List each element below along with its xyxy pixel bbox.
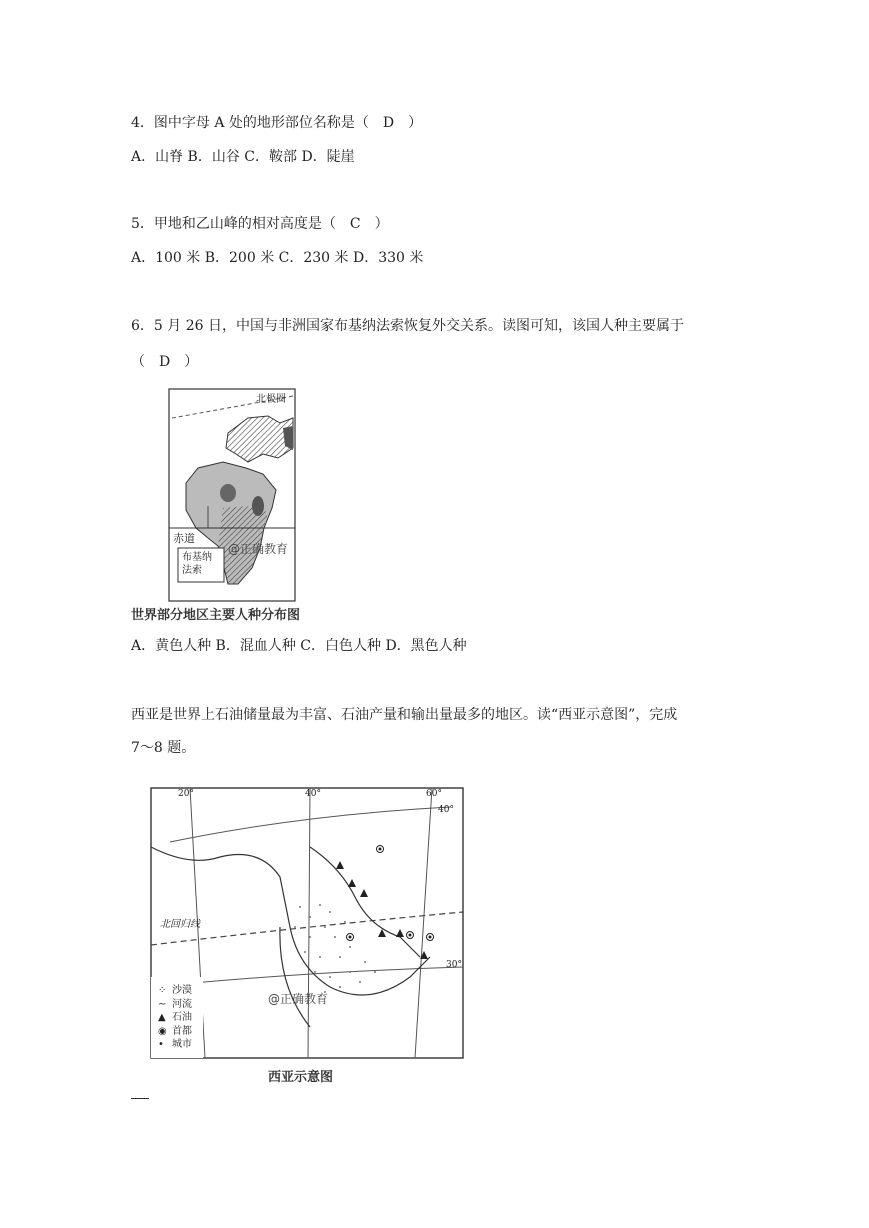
city-icon: •: [158, 1039, 164, 1050]
desert-icon: ⁘: [158, 985, 167, 996]
legend-desert: ⁘ 沙漠: [158, 985, 192, 996]
race-distribution-map: [168, 388, 296, 602]
q6-question-line1: 6．5 月 26 日，中国与非洲国家布基纳法索恢复外交关系。读图可知，该国人种主要属于: [131, 318, 684, 334]
arctic-circle-label: 北极圈: [256, 394, 286, 405]
tropic-of-cancer-label: 北回归线: [160, 919, 200, 930]
footer-dash: [131, 1098, 149, 1099]
river-icon: ∼: [158, 998, 167, 1010]
capital-icon: ◉: [158, 1025, 167, 1037]
equator-label: 赤道: [173, 532, 195, 545]
q5-options: A．100 米 B．200 米 C．230 米 D．330 米: [131, 250, 424, 266]
lat-label-30: 30°: [446, 960, 462, 970]
legend-city: • 城市: [158, 1039, 192, 1050]
q5-question: 5．甲地和乙山峰的相对高度是（ C ）: [131, 216, 389, 232]
map-legend: [158, 984, 192, 1052]
legend-river: ∼ 河流: [158, 998, 192, 1010]
lon-label-40: 40°: [305, 789, 321, 799]
watermark: @正确教育: [268, 992, 329, 1006]
lat-label-40: 40°: [438, 805, 454, 815]
q4-options: A．山脊 B．山谷 C．鞍部 D．陡崖: [131, 149, 355, 165]
intro-line2: 7～8 题。: [131, 740, 196, 756]
watermark: @正确教育: [228, 542, 289, 556]
q6-question-line2: （ D ）: [131, 354, 199, 370]
q4-question: 4．图中字母 A 处的地形部位名称是（ D ）: [131, 115, 423, 131]
lon-label-20: 20°: [178, 789, 194, 799]
lon-label-60: 60°: [426, 789, 442, 799]
legend-oil: ▲ 石油: [158, 1012, 192, 1023]
west-asia-map: [150, 787, 464, 1059]
oil-icon: ▲: [158, 1012, 166, 1023]
west-asia-map-caption: 西亚示意图: [268, 1070, 334, 1085]
q6-options: A．黄色人种 B．混血人种 C．白色人种 D．黑色人种: [131, 638, 467, 654]
burkina-faso-label: 布基纳 法索: [182, 552, 212, 576]
race-map-caption: 世界部分地区主要人种分布图: [131, 608, 301, 623]
legend-capital: ◉ 首都: [158, 1025, 192, 1037]
intro-line1: 西亚是世界上石油储量最为丰富、石油产量和输出量最多的地区。读“西亚示意图”，完成: [131, 707, 678, 723]
